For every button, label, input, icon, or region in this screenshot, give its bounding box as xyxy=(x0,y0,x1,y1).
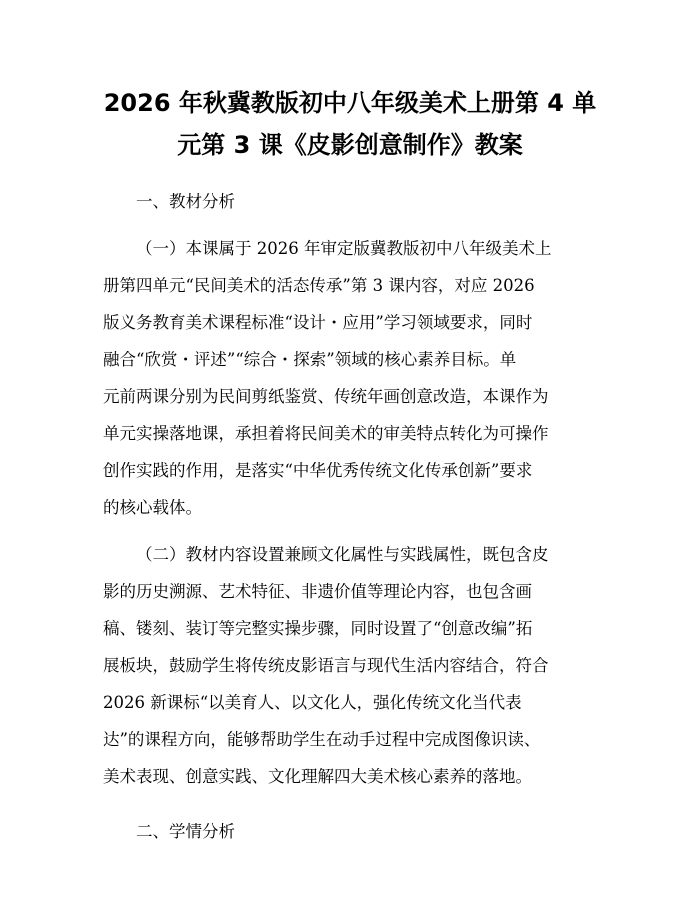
paragraph-2-line: 达”的课程方向，能够帮助学生在动手过程中完成图像识读、 xyxy=(103,730,541,749)
paragraph-2-line: 美术表现、创意实践、文化理解四大美术核心素养的落地。 xyxy=(103,767,532,786)
paragraph-1-line: 创作实践的作用，是落实“中华优秀传统文化传承创新”要求 xyxy=(103,461,533,480)
paragraph-2-line: 2026 新课标“以美育人、以文化人，强化传统文化当代表 xyxy=(103,693,522,712)
document-title-line-1: 2026 年秋冀教版初中八年级美术上册第 4 单 xyxy=(103,89,597,117)
paragraph-1-line: 版义务教育美术课程标准“设计・应用”学习领域要求，同时 xyxy=(103,313,533,332)
paragraph-1-line: 融合“欣赏・评述”“综合・探索”领域的核心素养目标。单 xyxy=(103,350,517,369)
paragraph-1-line: 单元实操落地课，承担着将民间美术的审美特点转化为可操作 xyxy=(103,424,549,443)
document-title-line-2: 元第 3 课《皮影创意制作》教案 xyxy=(177,131,523,159)
paragraph-2-line: 展板块，鼓励学生将传统皮影语言与现代生活内容结合，符合 xyxy=(103,656,549,675)
paragraph-1-line: 册第四单元“民间美术的活态传承”第 3 课内容，对应 2026 xyxy=(103,276,535,295)
paragraph-1-line: 元前两课分别为民间剪纸鉴赏、传统年画创意改造，本课作为 xyxy=(103,387,549,406)
section-heading-learner-analysis: 二、学情分析 xyxy=(136,822,235,841)
paragraph-2-line: 稿、镂刻、装订等完整实操步骤，同时设置了“创意改编”拓 xyxy=(103,619,533,638)
paragraph-1-line: （一）本课属于 2026 年审定版冀教版初中八年级美术上 xyxy=(136,239,552,258)
section-heading-textbook-analysis: 一、教材分析 xyxy=(136,192,235,211)
paragraph-1-line: 的核心载体。 xyxy=(103,498,202,517)
paragraph-2-line: （二）教材内容设置兼顾文化属性与实践属性，既包含皮 xyxy=(136,545,549,564)
paragraph-2-line: 影的历史溯源、艺术特征、非遗价值等理论内容，也包含画 xyxy=(103,582,532,601)
